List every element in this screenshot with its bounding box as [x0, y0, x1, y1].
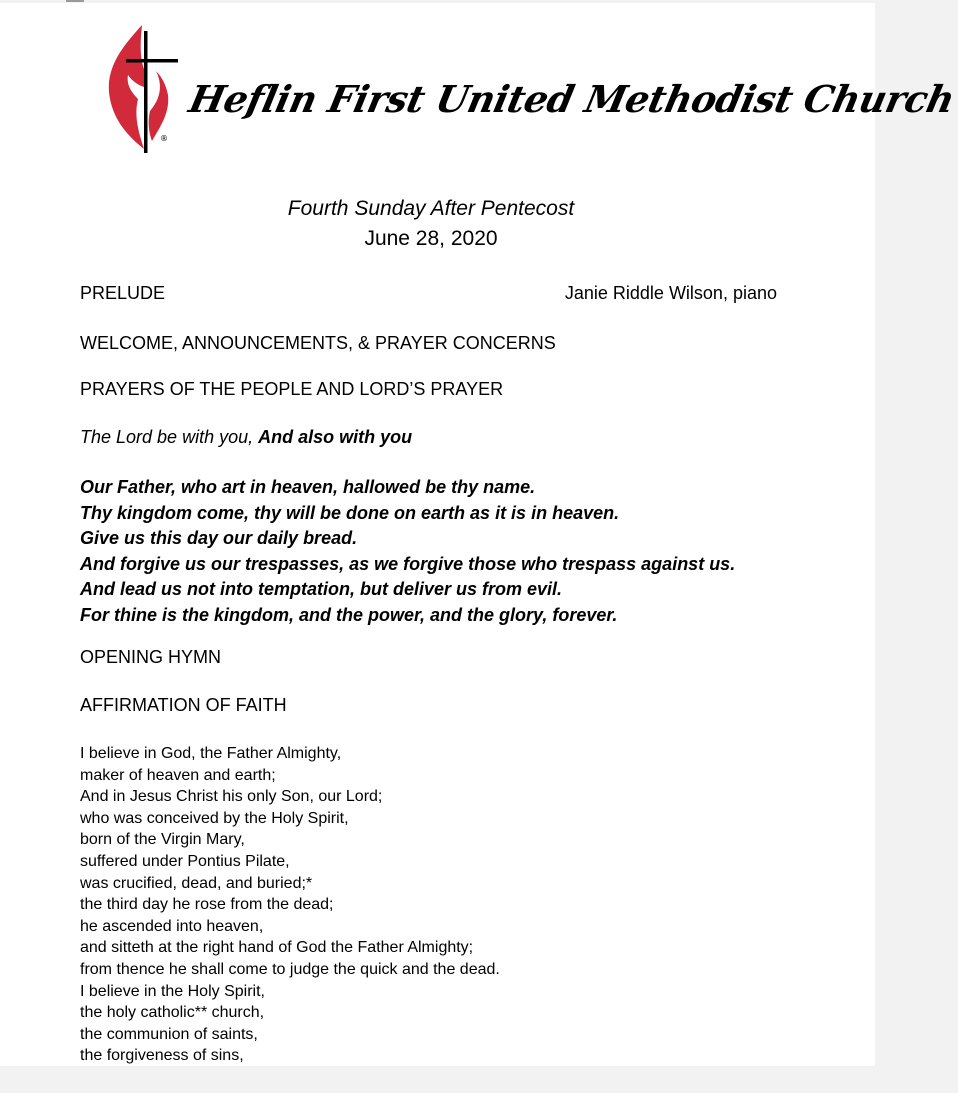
prayer-line: Give us this day our daily bread. — [80, 528, 358, 549]
creed-line: I believe in God, the Father Almighty, — [80, 745, 342, 762]
creed-line: the communion of saints, — [80, 1025, 258, 1043]
creed-line: he ascended into heaven, — [80, 917, 264, 935]
prayer-line: And forgive us our trespasses, as we forgive those who trespass against us. — [80, 553, 736, 574]
creed-line: who was conceived by the Holy Spirit, — [80, 809, 349, 827]
greeting-line — [80, 427, 777, 449]
service-date: June 28, 2020 — [364, 227, 498, 250]
cross-and-flame-icon — [104, 19, 184, 155]
service-title: Fourth Sunday After Pentecost — [287, 197, 575, 220]
lords-prayer — [80, 475, 800, 629]
prayers-heading: PRAYERS OF THE PEOPLE AND LORD’S PRAYER — [80, 379, 504, 399]
prelude-label: PRELUDE — [80, 283, 166, 303]
creed-line: suffered under Pontius Pilate, — [80, 852, 290, 870]
creed-line: was crucified, dead, and buried;* — [80, 874, 313, 892]
greeting-leader: The Lord be with you, — [80, 427, 259, 447]
opening-hymn-heading: OPENING HYMN — [80, 647, 222, 667]
greeting-response: And also with you — [258, 427, 413, 447]
affirmation-heading: AFFIRMATION OF FAITH — [80, 695, 287, 715]
prayer-line: Thy kingdom come, thy will be done on earth as it is in heaven. — [80, 502, 620, 523]
prelude-row — [80, 283, 777, 305]
apostles-creed — [80, 743, 800, 1067]
welcome-heading: WELCOME, ANNOUNCEMENTS, & PRAYER CONCERNS — [80, 333, 556, 353]
prelude-performer: Janie Riddle Wilson, piano — [564, 283, 777, 303]
creed-line: the third day he rose from the dead; — [80, 896, 334, 914]
prayer-line: And lead us not into temptation, but deliver us from evil. — [80, 579, 563, 600]
prayer-line: For thine is the kingdom, and the power, and the glory, forever. — [80, 604, 618, 625]
document-page — [0, 3, 958, 1066]
registered-mark: ® — [160, 134, 168, 143]
church-name: Heflin First United Methodist Church — [185, 77, 958, 121]
creed-line: and sitteth at the right hand of God the Father Almighty; — [80, 939, 474, 957]
top-edge-mark — [66, 0, 84, 2]
creed-line: And in Jesus Christ his only Son, our Lord; — [80, 788, 383, 806]
creed-line: I believe in the Holy Spirit, — [80, 982, 265, 1000]
creed-line: the holy catholic** church, — [80, 1004, 265, 1022]
creed-line: maker of heaven and earth; — [80, 766, 276, 784]
creed-line: from thence he shall come to judge the quick and the dead. — [80, 960, 500, 978]
creed-line: born of the Virgin Mary, — [80, 831, 245, 849]
creed-line: the forgiveness of sins, — [80, 1047, 244, 1065]
prayer-line: Our Father, who art in heaven, hallowed be thy name. — [80, 477, 536, 497]
